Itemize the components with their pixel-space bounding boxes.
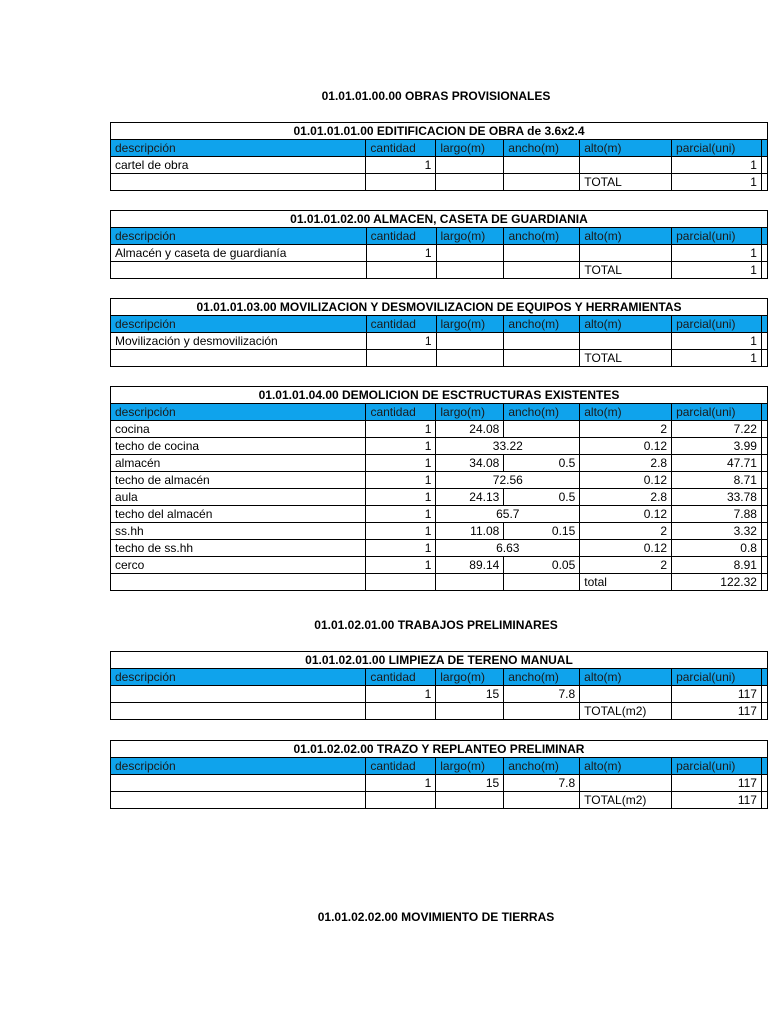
table-row bbox=[111, 523, 768, 540]
column-header: alto(m) bbox=[580, 228, 672, 245]
table-row bbox=[111, 557, 768, 574]
table-row bbox=[111, 333, 768, 350]
total-value: 122.32 bbox=[672, 574, 762, 591]
cell-empty bbox=[504, 703, 580, 720]
cell-ancho: 7.8 bbox=[504, 775, 580, 792]
table-title-row bbox=[111, 211, 768, 228]
cell-parcial: 8.91 bbox=[672, 557, 762, 574]
cell-largo: 34.08 bbox=[436, 455, 504, 472]
column-header: largo(m) bbox=[436, 140, 504, 157]
column-edge bbox=[761, 174, 767, 191]
column-header: cantidad bbox=[366, 316, 436, 333]
column-header: largo(m) bbox=[436, 669, 504, 686]
cell-cantidad: 1 bbox=[366, 506, 436, 523]
section-heading-obras-provisionales: 01.01.01.00.00 OBRAS PROVISIONALES bbox=[321, 89, 551, 103]
cell-ancho: 7.8 bbox=[504, 686, 580, 703]
column-edge bbox=[761, 669, 767, 686]
cell-parcial: 7.88 bbox=[672, 506, 762, 523]
cell-parcial: 1 bbox=[672, 245, 762, 262]
table-row bbox=[111, 686, 768, 703]
cell-empty bbox=[111, 574, 366, 591]
cell-alto bbox=[580, 157, 672, 174]
cell-cantidad: 1 bbox=[366, 157, 436, 174]
cell-cantidad: 1 bbox=[366, 421, 436, 438]
cell-empty bbox=[436, 792, 504, 809]
cell-largo: 15 bbox=[436, 686, 504, 703]
cell-empty bbox=[436, 703, 504, 720]
cell-parcial: 117 bbox=[672, 775, 762, 792]
column-header: cantidad bbox=[366, 758, 436, 775]
total-label: total bbox=[580, 574, 672, 591]
column-header: parcial(uni) bbox=[672, 404, 762, 421]
cell-alto: 2 bbox=[580, 557, 672, 574]
cell-empty bbox=[504, 792, 580, 809]
cell-parcial: 117 bbox=[672, 686, 762, 703]
column-header: ancho(m) bbox=[504, 404, 580, 421]
cell-cantidad: 1 bbox=[366, 333, 436, 350]
cell-empty bbox=[111, 703, 366, 720]
cell-parcial: 1 bbox=[672, 157, 762, 174]
cell-descripcion: almacén bbox=[111, 455, 366, 472]
table-title: 01.01.01.04.00 DEMOLICION DE ESCTRUCTURAS EXISTENTES bbox=[111, 387, 768, 404]
table-total-row bbox=[111, 174, 768, 191]
table-title-row bbox=[111, 741, 768, 758]
cell-ancho bbox=[504, 157, 580, 174]
table-total-row bbox=[111, 350, 768, 367]
column-edge bbox=[761, 703, 767, 720]
column-header: parcial(uni) bbox=[672, 228, 762, 245]
cell-alto bbox=[580, 775, 672, 792]
cell-largo: 24.08 bbox=[436, 421, 504, 438]
table-row bbox=[111, 245, 768, 262]
table-total-row bbox=[111, 792, 768, 809]
table-header-row bbox=[111, 316, 768, 333]
total-label: TOTAL bbox=[580, 174, 672, 191]
table-row bbox=[111, 421, 768, 438]
table-row bbox=[111, 506, 768, 523]
cell-parcial: 0.8 bbox=[672, 540, 762, 557]
column-header: ancho(m) bbox=[504, 228, 580, 245]
cell-empty bbox=[504, 262, 580, 279]
column-header: descripción bbox=[111, 669, 366, 686]
column-edge bbox=[761, 455, 767, 472]
table-title-row bbox=[111, 387, 768, 404]
table-header-row bbox=[111, 140, 768, 157]
column-header: largo(m) bbox=[436, 316, 504, 333]
column-edge bbox=[761, 404, 767, 421]
table-row bbox=[111, 455, 768, 472]
column-edge bbox=[761, 775, 767, 792]
column-header: descripción bbox=[111, 140, 366, 157]
cell-largo: 15 bbox=[436, 775, 504, 792]
table-row bbox=[111, 157, 768, 174]
table-row bbox=[111, 489, 768, 506]
table-title: 01.01.01.03.00 MOVILIZACION Y DESMOVILIZACION DE EQUIPOS Y HERRAMIENTAS bbox=[111, 299, 768, 316]
cell-descripcion: Movilización y desmovilización bbox=[111, 333, 367, 350]
cell-parcial: 1 bbox=[672, 333, 762, 350]
cell-cantidad: 1 bbox=[366, 489, 436, 506]
column-header: parcial(uni) bbox=[672, 140, 762, 157]
column-edge bbox=[761, 140, 767, 157]
total-value: 117 bbox=[672, 703, 762, 720]
cell-cantidad: 1 bbox=[366, 557, 436, 574]
cell-empty bbox=[436, 174, 504, 191]
table-total-row bbox=[111, 574, 768, 591]
cell-empty bbox=[366, 350, 436, 367]
column-edge bbox=[761, 792, 767, 809]
column-header: alto(m) bbox=[580, 758, 672, 775]
column-edge bbox=[761, 438, 767, 455]
column-header: ancho(m) bbox=[504, 669, 580, 686]
cell-parcial: 8.71 bbox=[672, 472, 762, 489]
total-value: 1 bbox=[672, 174, 762, 191]
column-header: descripción bbox=[111, 228, 367, 245]
column-header: ancho(m) bbox=[504, 140, 580, 157]
column-edge bbox=[761, 489, 767, 506]
table-title: 01.01.02.01.00 LIMPIEZA DE TERENO MANUAL bbox=[111, 652, 768, 669]
cell-alto: 0.12 bbox=[580, 472, 672, 489]
column-edge bbox=[761, 228, 767, 245]
cell-ancho: 0.05 bbox=[504, 557, 580, 574]
total-label: TOTAL bbox=[580, 262, 672, 279]
cell-parcial: 33.78 bbox=[672, 489, 762, 506]
column-header: ancho(m) bbox=[504, 758, 580, 775]
cell-empty bbox=[366, 792, 436, 809]
cell-cantidad: 1 bbox=[366, 455, 436, 472]
metrado-table bbox=[110, 740, 768, 809]
cell-empty bbox=[436, 574, 504, 591]
column-header: cantidad bbox=[366, 228, 436, 245]
cell-largo-ancho: 33.22 bbox=[436, 438, 580, 455]
cell-alto: 2.8 bbox=[580, 489, 672, 506]
cell-empty bbox=[366, 703, 436, 720]
total-value: 117 bbox=[672, 792, 762, 809]
cell-cantidad: 1 bbox=[366, 438, 436, 455]
cell-largo bbox=[436, 157, 504, 174]
column-edge bbox=[761, 540, 767, 557]
cell-ancho bbox=[504, 421, 580, 438]
cell-largo bbox=[436, 245, 504, 262]
column-edge bbox=[761, 506, 767, 523]
column-edge bbox=[761, 574, 767, 591]
cell-cantidad: 1 bbox=[366, 775, 436, 792]
cell-descripcion: cocina bbox=[111, 421, 366, 438]
column-edge bbox=[761, 523, 767, 540]
cell-parcial: 7.22 bbox=[672, 421, 762, 438]
cell-parcial: 3.32 bbox=[672, 523, 762, 540]
cell-largo-ancho: 6.63 bbox=[436, 540, 580, 557]
cell-empty bbox=[366, 262, 436, 279]
column-header: parcial(uni) bbox=[672, 758, 762, 775]
cell-empty bbox=[111, 174, 366, 191]
column-header: descripción bbox=[111, 404, 366, 421]
column-edge bbox=[761, 333, 767, 350]
cell-empty bbox=[436, 350, 504, 367]
cell-parcial: 47.71 bbox=[672, 455, 762, 472]
cell-alto: 2.8 bbox=[580, 455, 672, 472]
cell-empty bbox=[111, 792, 366, 809]
column-header: alto(m) bbox=[580, 140, 672, 157]
metrado-table bbox=[110, 651, 768, 720]
metrado-table bbox=[110, 210, 768, 279]
cell-empty bbox=[366, 174, 436, 191]
cell-alto bbox=[580, 333, 672, 350]
cell-cantidad: 1 bbox=[366, 245, 436, 262]
column-edge bbox=[761, 245, 767, 262]
table-total-row bbox=[111, 703, 768, 720]
table-header-row bbox=[111, 758, 768, 775]
cell-largo bbox=[436, 333, 504, 350]
table-header-row bbox=[111, 228, 768, 245]
cell-alto: 0.12 bbox=[580, 540, 672, 557]
table-header-row bbox=[111, 669, 768, 686]
cell-alto: 2 bbox=[580, 421, 672, 438]
cell-cantidad: 1 bbox=[366, 686, 436, 703]
cell-empty bbox=[504, 574, 580, 591]
cell-ancho bbox=[504, 333, 580, 350]
table-row bbox=[111, 540, 768, 557]
cell-descripcion: Almacén y caseta de guardianía bbox=[111, 245, 367, 262]
cell-alto: 0.12 bbox=[580, 438, 672, 455]
table-title: 01.01.01.01.00 EDITIFICACION DE OBRA de 3.6x2.4 bbox=[111, 123, 768, 140]
total-value: 1 bbox=[672, 350, 762, 367]
column-edge bbox=[761, 686, 767, 703]
column-header: parcial(uni) bbox=[672, 316, 762, 333]
total-label: TOTAL bbox=[580, 350, 672, 367]
cell-cantidad: 1 bbox=[366, 540, 436, 557]
column-header: alto(m) bbox=[580, 669, 672, 686]
cell-ancho: 0.5 bbox=[504, 489, 580, 506]
cell-ancho: 0.5 bbox=[504, 455, 580, 472]
column-header: alto(m) bbox=[580, 316, 672, 333]
cell-empty bbox=[504, 174, 580, 191]
column-header: parcial(uni) bbox=[672, 669, 762, 686]
table-title: 01.01.01.02.00 ALMACEN, CASETA DE GUARDIANIA bbox=[111, 211, 768, 228]
cell-descripcion: techo de cocina bbox=[111, 438, 366, 455]
column-header: alto(m) bbox=[580, 404, 672, 421]
column-header: descripción bbox=[111, 758, 366, 775]
cell-descripcion: cartel de obra bbox=[111, 157, 366, 174]
cell-ancho: 0.15 bbox=[504, 523, 580, 540]
metrado-table bbox=[110, 386, 768, 591]
column-edge bbox=[761, 262, 767, 279]
cell-empty bbox=[111, 262, 367, 279]
total-label: TOTAL(m2) bbox=[580, 703, 672, 720]
cell-alto: 0.12 bbox=[580, 506, 672, 523]
table-total-row bbox=[111, 262, 768, 279]
cell-descripcion: techo del almacén bbox=[111, 506, 366, 523]
section-heading-trabajos-preliminares: 01.01.02.01.00 TRABAJOS PRELIMINARES bbox=[314, 618, 558, 632]
column-header: largo(m) bbox=[436, 758, 504, 775]
column-edge bbox=[761, 472, 767, 489]
cell-largo: 89.14 bbox=[436, 557, 504, 574]
cell-empty bbox=[504, 350, 580, 367]
cell-largo: 11.08 bbox=[436, 523, 504, 540]
cell-largo-ancho: 72.56 bbox=[436, 472, 580, 489]
cell-parcial: 3.99 bbox=[672, 438, 762, 455]
cell-largo: 24.13 bbox=[436, 489, 504, 506]
column-header: cantidad bbox=[366, 669, 436, 686]
table-row bbox=[111, 438, 768, 455]
cell-empty bbox=[111, 350, 367, 367]
column-edge bbox=[761, 350, 767, 367]
column-header: largo(m) bbox=[436, 404, 504, 421]
cell-descripcion: techo de almacén bbox=[111, 472, 366, 489]
section-heading-movimiento-de-tierras: 01.01.02.02.00 MOVIMIENTO DE TIERRAS bbox=[317, 910, 555, 924]
column-edge bbox=[761, 557, 767, 574]
cell-descripcion: aula bbox=[111, 489, 366, 506]
table-header-row bbox=[111, 404, 768, 421]
cell-descripcion bbox=[111, 686, 366, 703]
table-row bbox=[111, 775, 768, 792]
cell-cantidad: 1 bbox=[366, 523, 436, 540]
cell-descripcion: ss.hh bbox=[111, 523, 366, 540]
total-value: 1 bbox=[672, 262, 762, 279]
cell-empty bbox=[366, 574, 436, 591]
cell-alto bbox=[580, 245, 672, 262]
column-header: descripción bbox=[111, 316, 367, 333]
table-row bbox=[111, 472, 768, 489]
total-label: TOTAL(m2) bbox=[580, 792, 672, 809]
column-header: cantidad bbox=[366, 140, 436, 157]
column-edge bbox=[761, 316, 767, 333]
cell-descripcion bbox=[111, 775, 366, 792]
column-header: largo(m) bbox=[436, 228, 504, 245]
column-header: ancho(m) bbox=[504, 316, 580, 333]
column-header: cantidad bbox=[366, 404, 436, 421]
metrado-table bbox=[110, 122, 768, 191]
cell-descripcion: cerco bbox=[111, 557, 366, 574]
column-edge bbox=[761, 421, 767, 438]
cell-cantidad: 1 bbox=[366, 472, 436, 489]
metrado-table bbox=[110, 298, 768, 367]
cell-empty bbox=[436, 262, 504, 279]
cell-largo-ancho: 65.7 bbox=[436, 506, 580, 523]
cell-alto: 2 bbox=[580, 523, 672, 540]
cell-descripcion: techo de ss.hh bbox=[111, 540, 366, 557]
cell-ancho bbox=[504, 245, 580, 262]
table-title-row bbox=[111, 123, 768, 140]
column-edge bbox=[761, 157, 767, 174]
table-title-row bbox=[111, 299, 768, 316]
table-title: 01.01.02.02.00 TRAZO Y REPLANTEO PRELIMINAR bbox=[111, 741, 768, 758]
cell-alto bbox=[580, 686, 672, 703]
column-edge bbox=[761, 758, 767, 775]
table-title-row bbox=[111, 652, 768, 669]
